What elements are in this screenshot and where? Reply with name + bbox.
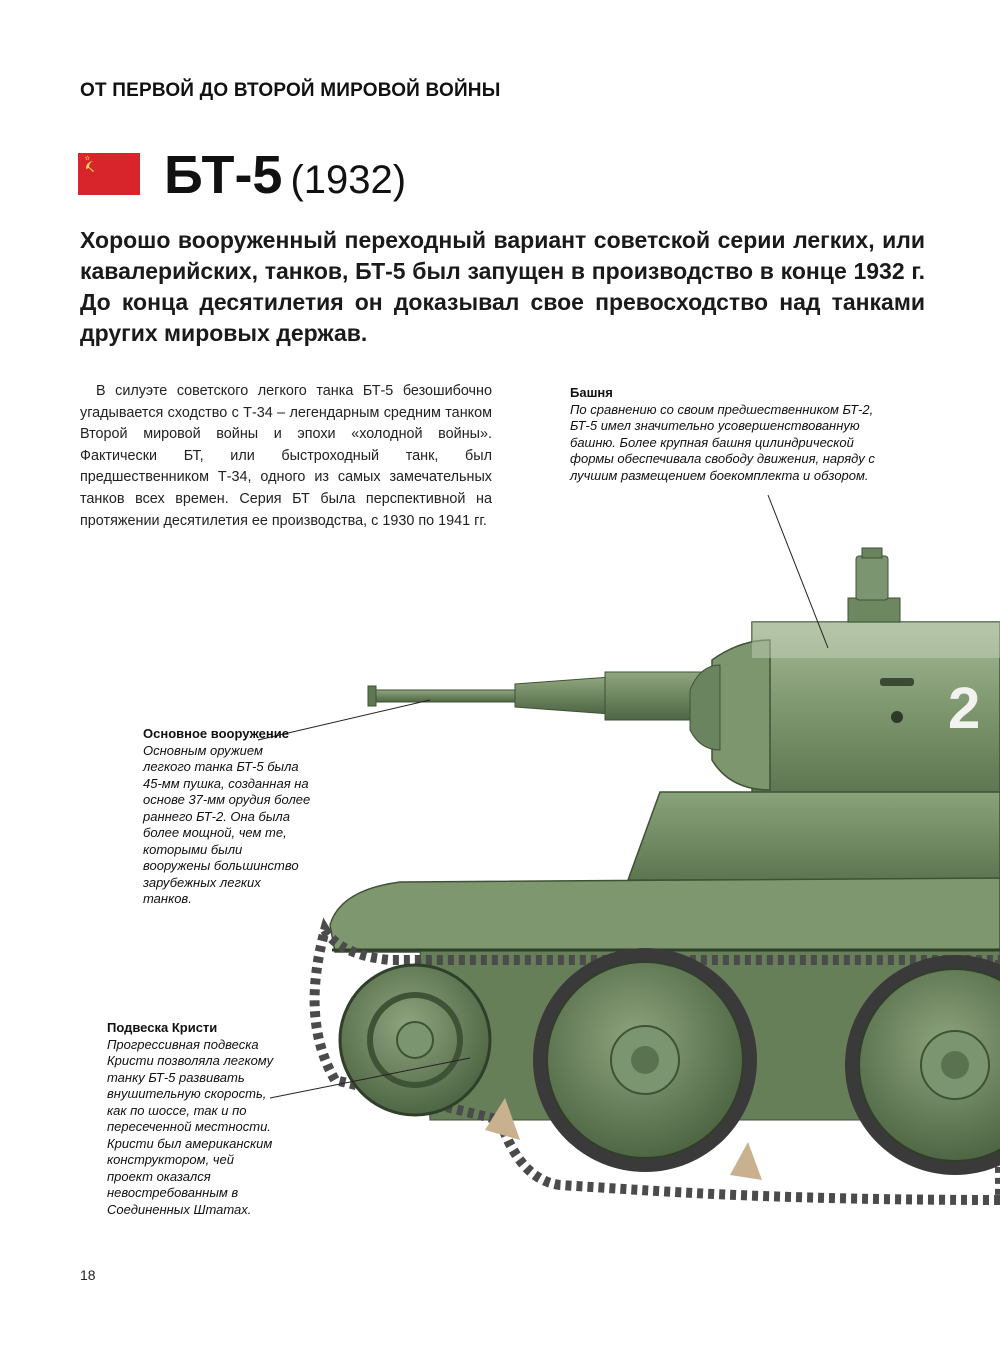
body-paragraph: В силуэте советского легкого танка БТ-5 безошибочно угадывается сходство с Т-34 – легендарным средним танком Второй мировой войны и эпохи «холодной войны». Фактически БТ, или быстроходный танк, был предшественником Т-34, одного из самых замечательных танков всех времен. Серия БТ была перспективной на протяжении десятилетия ее производства, с 1930 по 1941 гг. [80, 383, 492, 529]
page-number: 18 [80, 1267, 96, 1283]
callout-title: Подвеска Кристи [107, 1020, 218, 1035]
callout-text: Прогрессивная подвеска Кристи позволяла легкому танку БТ-5 развивать внушительную скорость, как по шоссе, так и по пересеченной местности. Кристи был американским конструктором, чей проект оказался невостребованным в Соединенных Штатах. [107, 1036, 274, 1217]
callout-text: По сравнению со своим предшественником БТ-2, БТ-5 имел значительно усовершенствованную башню. Более крупная башня цилиндрической формы обеспечивала свободу движения, наряду с лучшим размещением боекомплекта и обзором. [570, 401, 875, 483]
lead-paragraph: Хорошо вооруженный переходный вариант советской серии легких, или кавалерийских, танков, БТ-5 был запущен в производство в конце 1932 г. До конца десятилетия он доказывал свое превосходство над танками других мировых держав. [80, 227, 925, 346]
callout-title: Башня [570, 385, 613, 400]
callout-turret [570, 385, 900, 484]
page-title [164, 140, 406, 215]
turret [690, 548, 1000, 800]
section-header: ОТ ПЕРВОЙ ДО ВТОРОЙ МИРОВОЙ ВОЙНЫ [80, 80, 501, 101]
callout-armament [143, 726, 313, 908]
tank-year: (1932) [290, 158, 407, 202]
callout-title: Основное вооружение [143, 726, 289, 741]
ussr-flag-icon [78, 153, 140, 195]
callout-text: Основным оружием легкого танка БТ-5 была 45-мм пушка, созданная на основе 37-мм орудия более раннего БТ-2. Она была более мощной, чем те, которыми были вооружены большинство зарубежных легких танков. [143, 742, 311, 906]
tank-number: 2 [948, 676, 981, 741]
tank-name: БТ-5 [164, 145, 283, 205]
callout-suspension [107, 1020, 277, 1218]
gun-barrel [368, 672, 712, 720]
